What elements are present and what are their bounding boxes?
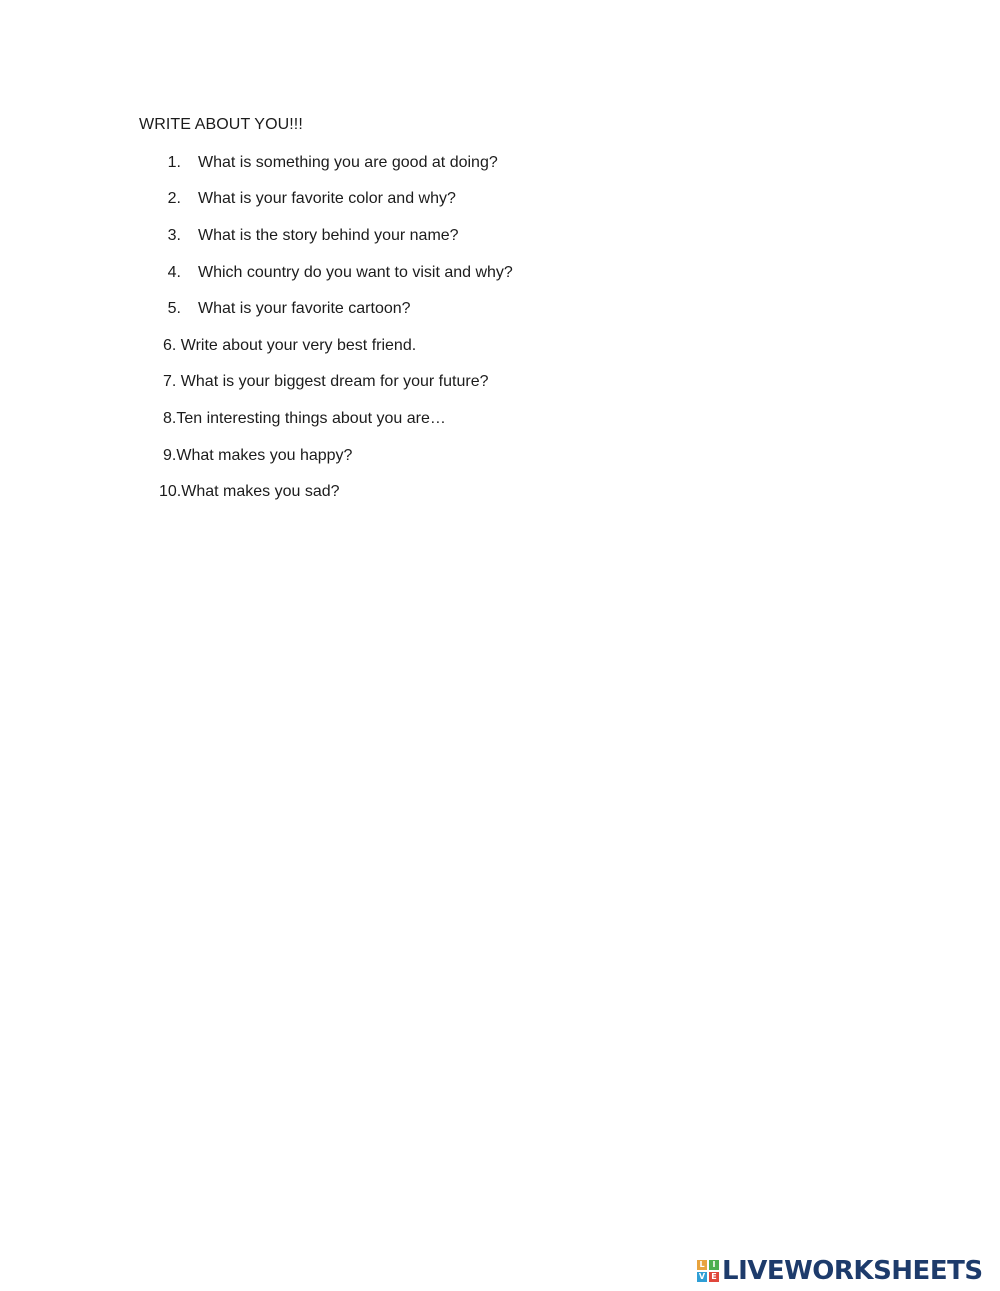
question-item — [0, 189, 600, 209]
question-item — [0, 263, 600, 283]
question-text: What is the story behind your name? — [198, 227, 459, 244]
question-number: 4. — [167, 264, 181, 281]
question-item: 6. Write about your very best friend. — [163, 337, 417, 354]
liveworksheets-logo — [697, 1256, 983, 1286]
question-number: 1. — [167, 154, 181, 171]
question-item — [0, 153, 600, 173]
logo-blocks-icon — [697, 1260, 719, 1282]
question-number: 5. — [167, 300, 181, 317]
question-text: What is your favorite cartoon? — [198, 300, 411, 317]
question-number: 3. — [167, 227, 181, 244]
logo-text: LIVEWORKSHEETS — [722, 1256, 983, 1286]
logo-block: E — [709, 1272, 719, 1282]
question-item — [0, 226, 600, 246]
worksheet-heading: WRITE ABOUT YOU!!! — [139, 116, 303, 133]
logo-block: V — [698, 1272, 706, 1281]
question-item: 8.Ten interesting things about you are… — [163, 410, 446, 427]
question-text: What is something you are good at doing? — [198, 154, 498, 171]
question-item: 10.What makes you sad? — [159, 483, 340, 500]
question-text: Which country do you want to visit and why? — [198, 264, 513, 281]
question-text: What is your favorite color and why? — [198, 190, 456, 207]
question-item: 7. What is your biggest dream for your future? — [163, 373, 489, 390]
question-number: 2. — [167, 190, 181, 207]
question-item: 9.What makes you happy? — [163, 447, 353, 464]
question-item — [0, 299, 600, 319]
logo-block: L — [697, 1260, 707, 1270]
logo-block: I — [709, 1260, 719, 1270]
